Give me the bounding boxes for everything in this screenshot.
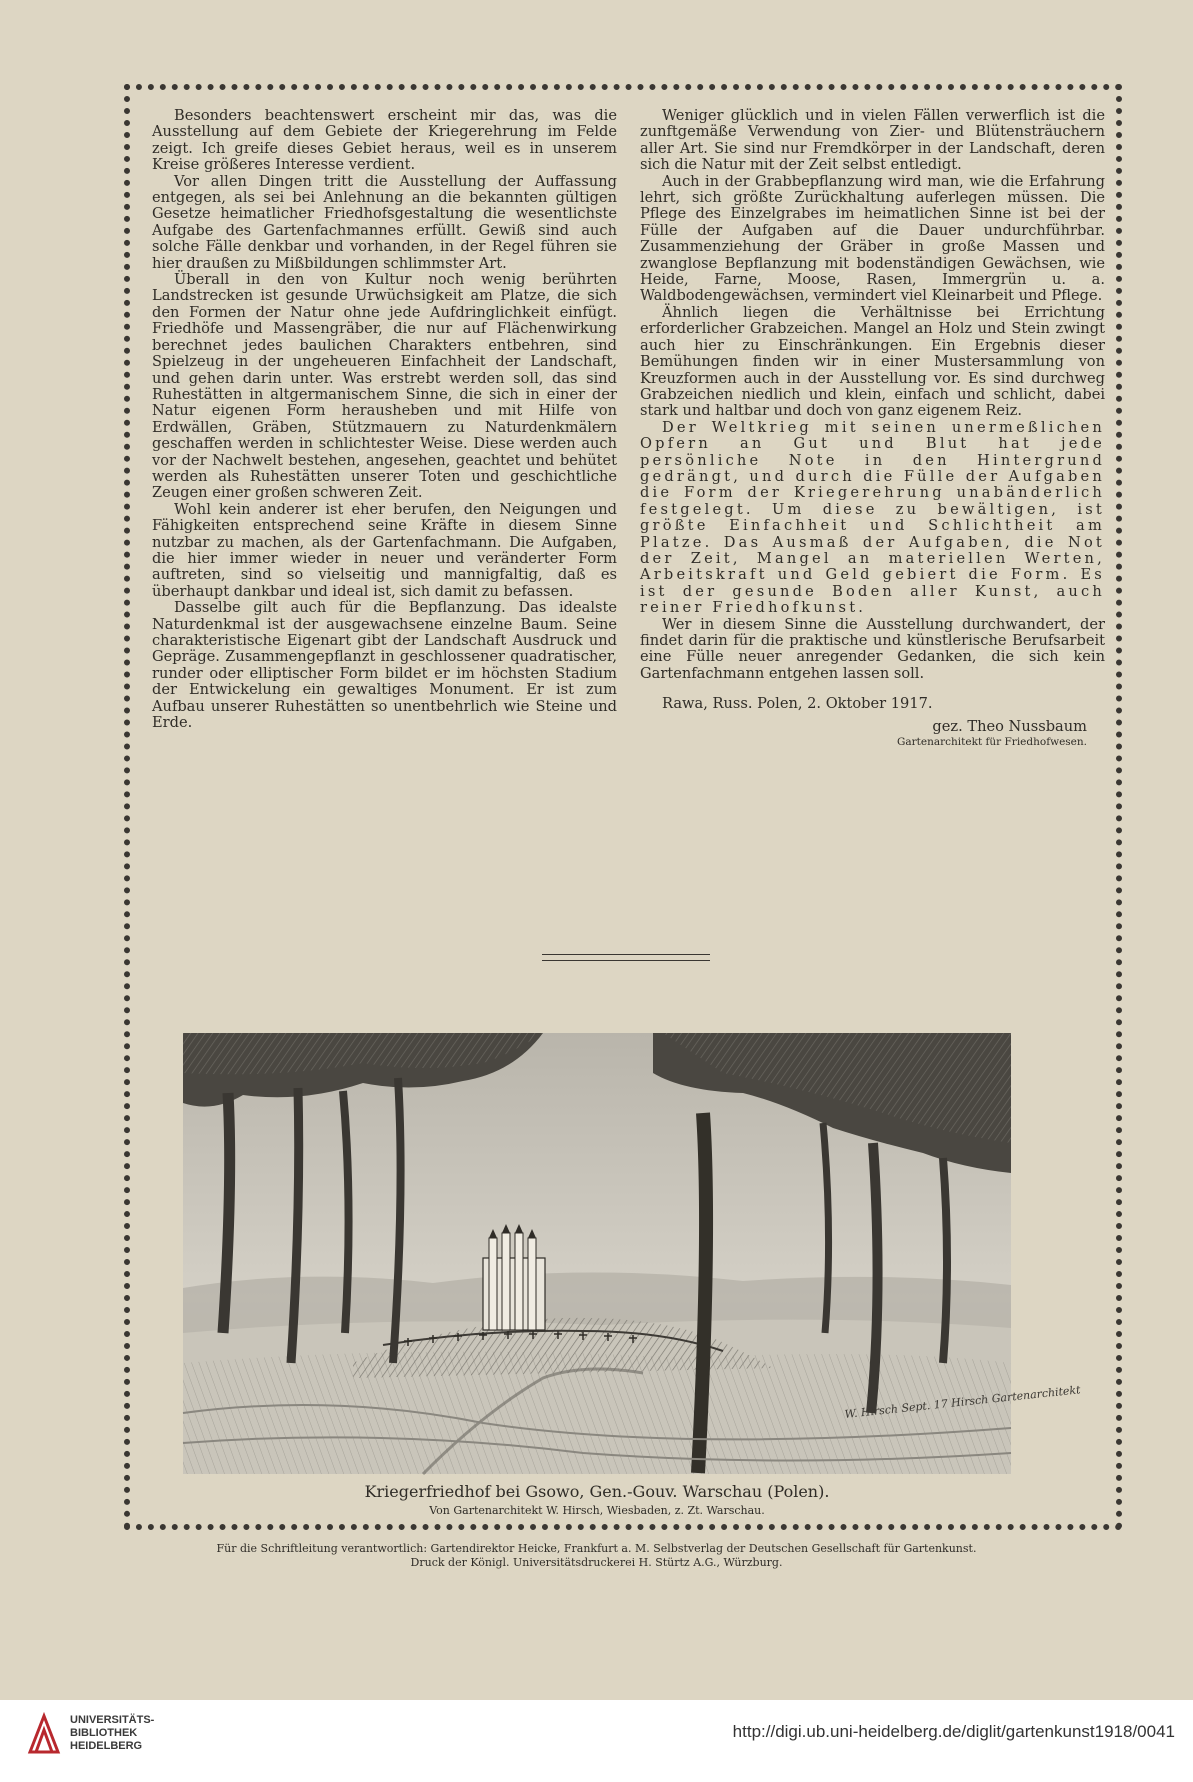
figure-caption: Kriegerfriedhof bei Gsowo, Gen.-Gouv. Warschau (Polen). — [364, 1482, 830, 1501]
illustration-signature: W. Hirsch Sept. 17 Hirsch Gartenarchitekt — [843, 1383, 1082, 1421]
paragraph: Wohl kein anderer ist eher berufen, den Neigungen und Fähigkeiten entsprechend seine Kräfte in diesem Sinne nutzbar zu machen, als der Gartenfachmann. Die Aufgaben, die hier immer wieder in neuer und veränderter Form auftreten, sind so vielseitig und mannigfaltig, daß es überhaupt dankbar und ideal ist, sich damit zu befassen. — [152, 500, 617, 600]
paragraph: Ähnlich liegen die Verhältnisse bei Errichtung erforderlicher Grabzeichen. Mangel an Holz und Stein zwingt auch hier zu Einschränkungen. Ein Ergebnis dieser Bemühungen finden wir in einer Mustersammlung von Kreuzformen auch in der Ausstellung vor. Es sind durchweg Grabzeichen niedlich und klein, einfach und schlicht, dabei stark und haltbar und doch von ganz eigenem Reiz. — [640, 303, 1105, 420]
right-text-column — [640, 108, 1105, 749]
footer-editorial: Für die Schriftleitung verantwortlich: Gartendirektor Heicke, Frankfurt a. M. Selbstverlag der Deutschen Gesellschaft für Gartenkunst. — [216, 1542, 977, 1555]
paragraph: Besonders beachtenswert erscheint mir das, was die Ausstellung auf dem Gebiete der Kriegerehrung im Felde zeigt. Ich greife dieses Gebiet heraus, weil es in unserem Kreise größeres Interesse verdient. — [152, 107, 617, 174]
place-date: Rawa, Russ. Polen, 2. Oktober 1917. — [662, 695, 933, 713]
figure-credit: Von Gartenarchitekt W. Hirsch, Wiesbaden, z. Zt. Warschau. — [429, 1504, 765, 1517]
author-signature: gez. Theo Nussbaum — [932, 717, 1087, 735]
library-logo-icon — [26, 1712, 62, 1756]
cemetery-illustration — [183, 1033, 1082, 1474]
author-title: Gartenarchitekt für Friedhofwesen. — [897, 736, 1087, 749]
library-name: UNIVERSITÄTS- BIBLIOTHEK HEIDELBERG — [70, 1714, 155, 1752]
section-divider — [542, 954, 710, 961]
paragraph: Überall in den von Kultur noch wenig berührten Landstrecken ist gesunde Urwüchsigkeit am Platze, die sich den Formen der Natur ohne jede Aufdringlichkeit einfügt. Friedhöfe und Massengräber, die nur auf Flächenwirkung berechnet jedes baulichen Charakters entbehren, sind Spielzeug in der ungeheueren Einfachheit der Landschaft, und gehen darin unter. Was erstrebt werden soll, das sind Ruhestätten in altgermanischem Sinne, die sich in einer der Natur eigenen Form herausheben und mit Hilfe von Erdwällen, Gräben, Stützmauern zu Naturdenkmälern geschaffen werden in schlichtester Weise. Diese werden auch vor der Nachwelt bestehen, angesehen, geachtet und behütet werden als Ruhestätten unserer Toten und geschichtliche Zeugen einer großen schweren Zeit. — [152, 271, 617, 502]
paragraph: Wer in diesem Sinne die Ausstellung durchwandert, der findet darin für die praktische und künstlerische Berufsarbeit eine Fülle neuer anregender Gedanken, die sich kein Gartenfachmann entgehen lassen soll. — [640, 615, 1105, 682]
paragraph: Auch in der Grabbepflanzung wird man, wie die Erfahrung lehrt, sich größte Zurückhaltung auferlegen müssen. Die Pflege des Einzelgrabes im heimatlichen Sinne ist bei der Fülle der Aufgaben auf die Dauer undurchführbar. Zusammenziehung der Gräber in große Massen und zwanglose Bepflanzung mit bodenständigen Gewächsen, wie Heide, Farne, Moose, Rasen, Immergrün u. a. Waldbodengewächsen, vermindert viel Kleinarbeit und Pflege. — [640, 172, 1105, 305]
paragraph: Vor allen Dingen tritt die Ausstellung der Auffassung entgegen, als sei bei Anlehnung an die bekannten gültigen Gesetze heimatlicher Friedhofsgestaltung die wesentlichste Aufgabe des Gartenfachmannes erfüllt. Gewiß sind auch solche Fälle denkbar und vorhanden, in der Regel führen sie hier draußen zu Mißbildungen schlimmster Art. — [152, 172, 617, 272]
left-text-column — [152, 108, 617, 731]
permalink-url[interactable]: http://digi.ub.uni-heidelberg.de/diglit/gartenkunst1918/0041 — [732, 1722, 1175, 1741]
paragraph: Weniger glücklich und in vielen Fällen verwerflich ist die zunftgemäße Verwendung von Zier- und Blütensträuchern aller Art. Sie sind nur Fremdkörper in der Landschaft, deren sich die Natur mit der Zeit selbst entledigt. — [640, 107, 1105, 174]
footer-printer: Druck der Königl. Universitätsdruckerei H. Stürtz A.G., Würzburg. — [410, 1556, 783, 1569]
paragraph-spaced: Der Weltkrieg mit seinen unermeßlichen Opfern an Gut und Blut hat jede persönliche Note in den Hintergrund gedrängt, und durch die Fülle der Aufgaben die Form der Kriegerehrung unabänderlich festgelegt. Um diese zu bewältigen, ist größte Einfachheit und Schlichtheit am Platze. Das Ausmaß der Aufgaben, die Not der Zeit, Mangel an materiellen Werten, Arbeitskraft und Geld gebiert die Form. Es ist der gesunde Boden aller Kunst, auch reiner Friedhofkunst. — [640, 418, 1105, 617]
paragraph: Dasselbe gilt auch für die Bepflanzung. Das idealste Naturdenkmal ist der ausgewachsene einzelne Baum. Seine charakteristische Eigenart gibt der Landschaft Ausdruck und Gepräge. Zusammengepflanzt in geschlossener quadratischer, runder oder elliptischer Form bildet er im höchsten Stadium der Entwickelung ein gewaltiges Monument. Er ist zum Aufbau unserer Ruhestätten so unentbehrlich wie Steine und Erde. — [152, 599, 617, 732]
pencil-drawing — [183, 1033, 1082, 1474]
